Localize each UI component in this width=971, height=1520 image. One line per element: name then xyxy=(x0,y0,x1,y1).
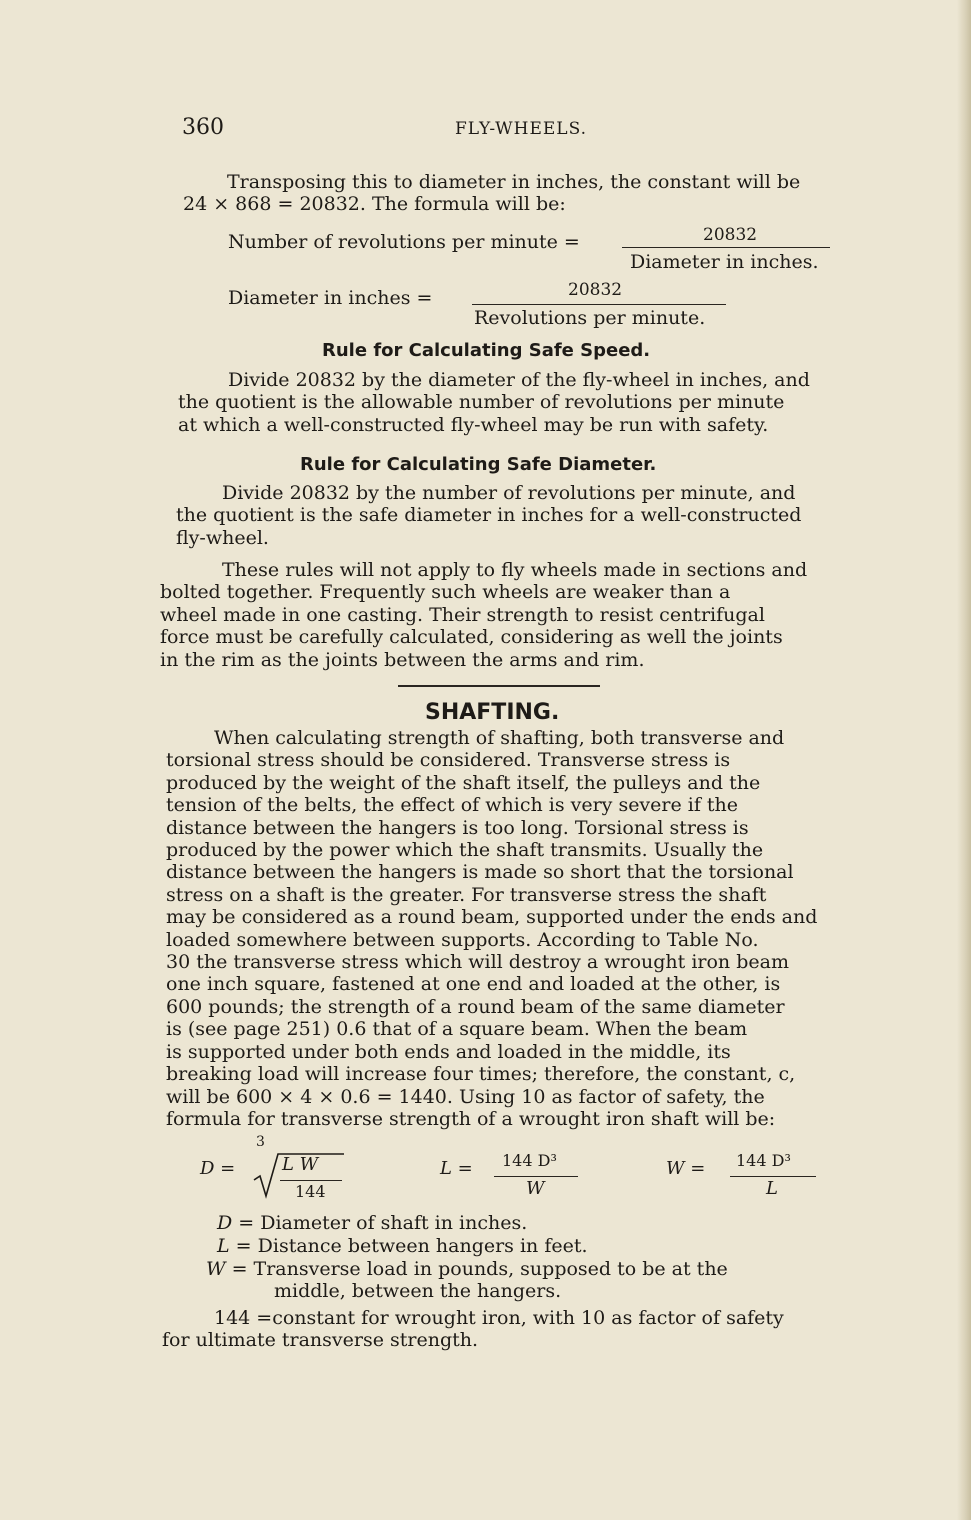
definition-text: = Diameter of shaft in inches. xyxy=(238,1212,528,1234)
definition-w xyxy=(206,1258,728,1280)
intro-line: 24 × 868 = 20832. The formula will be: xyxy=(183,193,566,216)
formula-revolutions-denominator: Diameter in inches. xyxy=(630,251,819,273)
rule-diameter-heading: Rule for Calculating Safe Diameter. xyxy=(300,454,657,475)
formula-w-lhs: W = xyxy=(666,1158,706,1179)
closing-line: for ultimate transverse strength. xyxy=(162,1329,479,1352)
page-edge-shadow xyxy=(957,0,971,1520)
shafting-line: produced by the weight of the shaft itself, the pulleys and the xyxy=(166,771,761,794)
shafting-line: loaded somewhere between supports. According to Table No. xyxy=(166,928,759,951)
shafting-line: may be considered as a round beam, supported under the ends and xyxy=(166,906,818,929)
formula-diameter-label: Diameter in inches = xyxy=(228,287,433,309)
definition-symbol: D xyxy=(217,1212,233,1234)
shafting-line: distance between the hangers is too long. Torsional stress is xyxy=(166,816,749,839)
formula-diameter-numerator: 20832 xyxy=(568,280,623,300)
shafting-line: 30 the transverse stress which will destroy a wrought iron beam xyxy=(166,951,789,974)
definition-w-continued xyxy=(274,1280,561,1302)
fraction-bar xyxy=(472,304,726,305)
shafting-line: will be 600 × 4 × 0.6 = 1440. Using 10 as factor of safety, the xyxy=(166,1085,765,1108)
formula-w-numerator: 144 D³ xyxy=(736,1151,791,1170)
formula-diameter-denominator: Revolutions per minute. xyxy=(474,307,706,329)
definition-text: = Transverse load in pounds, supposed to be at the xyxy=(231,1258,728,1280)
rule-speed-paragraph xyxy=(178,369,853,436)
definition-text: = Distance between hangers in feet. xyxy=(235,1235,588,1257)
sections-line: in the rim as the joints between the arms and rim. xyxy=(160,648,645,671)
definition-text: middle, between the hangers. xyxy=(274,1280,562,1302)
definition-l xyxy=(217,1235,588,1257)
formula-d-denominator: 144 xyxy=(295,1182,326,1201)
formula-l-numerator: 144 D³ xyxy=(502,1151,557,1170)
page-number: 360 xyxy=(182,115,224,140)
rule-diameter-line: the quotient is the safe diameter in inches for a well-constructed xyxy=(176,504,802,527)
shafting-line: distance between the hangers is made so short that the torsional xyxy=(166,861,794,884)
rule-diameter-paragraph xyxy=(176,482,851,549)
definition-symbol: L xyxy=(217,1235,230,1257)
formula-revolutions-numerator: 20832 xyxy=(703,225,758,245)
shafting-title: SHAFTING. xyxy=(425,700,560,725)
sections-paragraph xyxy=(160,559,850,671)
shafting-paragraph xyxy=(166,727,846,1130)
shafting-line: stress on a shaft is the greater. For transverse stress the shaft xyxy=(166,883,767,906)
shafting-line: 600 pounds; the strength of a round beam of the same diameter xyxy=(166,995,785,1018)
rule-diameter-line: Divide 20832 by the number of revolutions per minute, and xyxy=(222,482,796,504)
formula-d-numerator: L W xyxy=(282,1154,319,1175)
fraction-bar xyxy=(622,247,830,248)
shafting-line: breaking load will increase four times; therefore, the constant, c, xyxy=(166,1063,796,1086)
closing-line: 144 =constant for wrought iron, with 10 as factor of safety xyxy=(214,1307,784,1329)
running-title: FLY-WHEELS. xyxy=(455,119,588,139)
sections-line: force must be carefully calculated, considering as well the joints xyxy=(160,626,783,649)
shafting-line: one inch square, fastened at one end and loaded at the other, is xyxy=(166,973,781,996)
intro-line: Transposing this to diameter in inches, the constant will be xyxy=(227,171,801,193)
rule-speed-line: at which a well-constructed fly-wheel may be run with safety. xyxy=(178,413,769,436)
sections-line: wheel made in one casting. Their strength to resist centrifugal xyxy=(160,603,765,626)
definition-symbol: W xyxy=(206,1258,226,1280)
rule-speed-line: the quotient is the allowable number of revolutions per minute xyxy=(178,391,785,414)
shafting-line: is supported under both ends and loaded in the middle, its xyxy=(166,1040,731,1063)
section-divider xyxy=(398,685,600,687)
formula-w-denominator: L xyxy=(766,1178,778,1199)
rule-speed-heading: Rule for Calculating Safe Speed. xyxy=(322,340,651,361)
fraction-bar xyxy=(730,1176,816,1177)
closing-paragraph xyxy=(162,1307,852,1352)
rule-diameter-line: fly-wheel. xyxy=(176,526,269,549)
rule-speed-line: Divide 20832 by the diameter of the fly-wheel in inches, and xyxy=(228,369,810,391)
fraction-bar xyxy=(280,1180,342,1181)
formula-revolutions-label: Number of revolutions per minute = xyxy=(228,231,580,253)
sections-line: bolted together. Frequently such wheels are weaker than a xyxy=(160,581,731,604)
definition-d xyxy=(217,1212,527,1234)
sections-line: These rules will not apply to fly wheels made in sections and xyxy=(222,559,808,581)
shafting-line: tension of the belts, the effect of which is very severe if the xyxy=(166,794,739,817)
formula-d-lhs: D = xyxy=(200,1158,236,1179)
intro-paragraph xyxy=(183,171,853,216)
formula-l-denominator: W xyxy=(526,1178,545,1199)
shafting-line: torsional stress should be considered. Transverse stress is xyxy=(166,749,731,772)
shafting-line: When calculating strength of shafting, both transverse and xyxy=(214,727,785,749)
shafting-line: produced by the power which the shaft transmits. Usually the xyxy=(166,839,764,862)
shafting-line: is (see page 251) 0.6 that of a square beam. When the beam xyxy=(166,1018,748,1041)
formula-l-lhs: L = xyxy=(440,1158,473,1179)
fraction-bar xyxy=(494,1176,578,1177)
root-index: 3 xyxy=(256,1134,265,1150)
shafting-line: formula for transverse strength of a wrought iron shaft will be: xyxy=(166,1107,776,1130)
